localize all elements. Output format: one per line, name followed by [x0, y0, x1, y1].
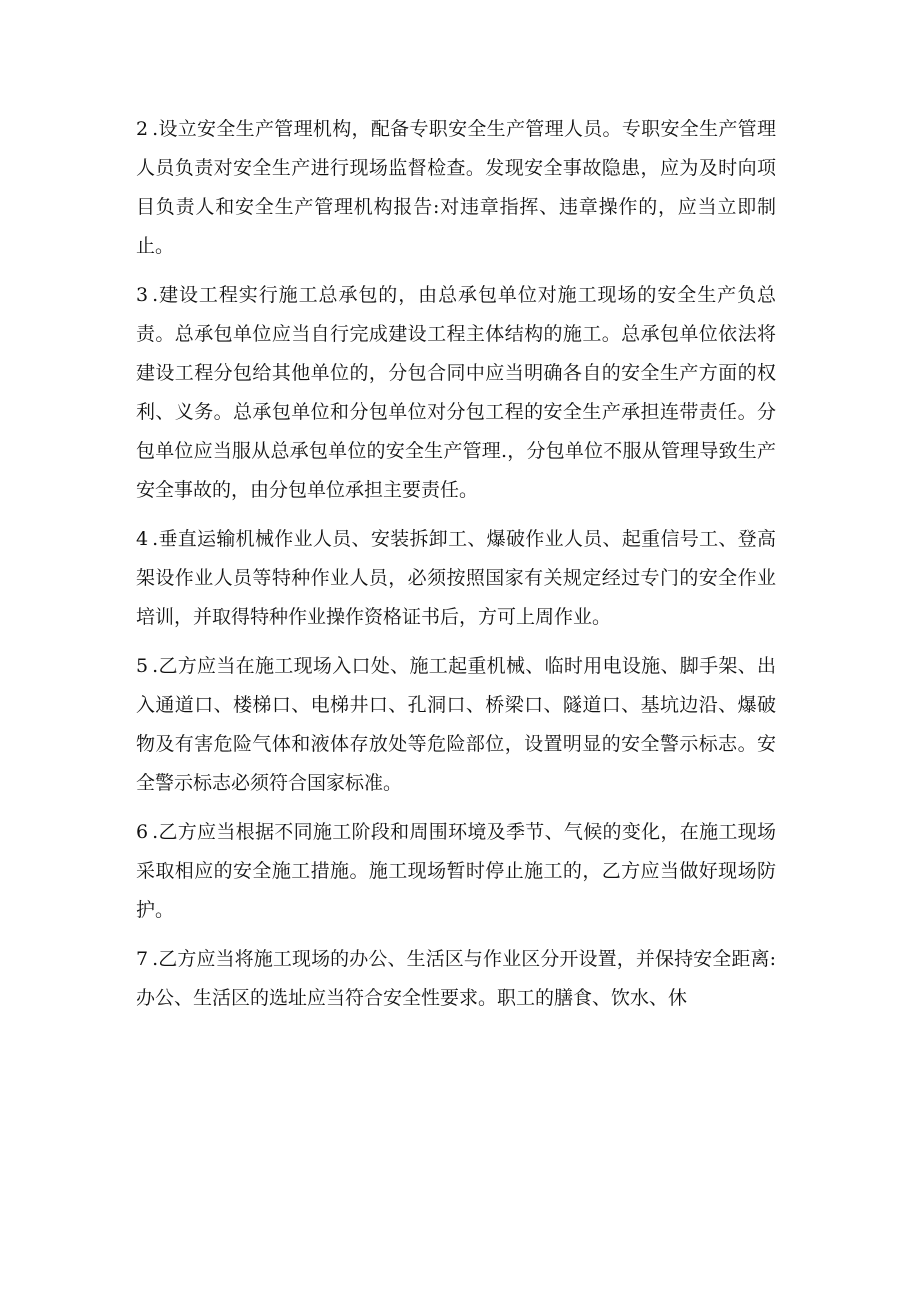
paragraph-number: 6	[136, 821, 149, 843]
paragraph-5	[136, 647, 776, 803]
paragraph-text: .乙方应当在施工现场入口处、施工起重机械、临时用电设施、脚手架、出入通道口、楼梯口、电梯井口、孔洞口、桥梁口、隧道口、基坑边沿、爆破物及有害危险气体和液体存放处等危险部位，设置明显的安全警示标志。安全警示标志必须符合国家标准。	[136, 655, 776, 794]
paragraph-7	[136, 940, 776, 1018]
paragraph-text: .设立安全生产管理机构，配备专职安全生产管理人员。专职安全生产管理人员负责对安全生产进行现场监督检查。发现安全事故隐患，应为及时向项目负责人和安全生产管理机构报告:对违章指挥、违章操作的，应当立即制止。	[136, 118, 776, 257]
document-page	[136, 110, 776, 1028]
paragraph-3	[136, 276, 776, 510]
paragraph-4	[136, 520, 776, 637]
paragraph-text: .乙方应当将施工现场的办公、生活区与作业区分开设置，并保持安全距离:办公、生活区的选址应当符合安全性要求。职工的膳食、饮水、休	[136, 948, 776, 1009]
paragraph-text: .乙方应当根据不同施工阶段和周围环境及季节、气候的变化，在施工现场采取相应的安全施工措施。施工现场暂时停止施工的，乙方应当做好现场防护。	[136, 821, 776, 921]
paragraph-2	[136, 110, 776, 266]
paragraph-6	[136, 813, 776, 930]
paragraph-number: 5	[136, 655, 149, 677]
paragraph-text: .建设工程实行施工总承包的，由总承包单位对施工现场的安全生产负总责。总承包单位应当自行完成建设工程主体结构的施工。总承包单位依法将建设工程分包给其他单位的，分包合同中应当明确各自的安全生产方面的权利、义务。总承包单位和分包单位对分包工程的安全生产承担连带责任。分包单位应当服从总承包单位的安全生产管理.，分包单位不服从管理导致生产安全事故的，由分包单位承担主要责任。	[136, 284, 776, 501]
paragraph-number: 4	[136, 528, 149, 550]
paragraph-number: 7	[136, 948, 149, 970]
paragraph-number: 3	[136, 284, 149, 306]
paragraph-number: 2	[136, 118, 149, 140]
paragraph-text: .垂直运输机械作业人员、安装拆卸工、爆破作业人员、起重信号工、登高架设作业人员等特种作业人员，必须按照国家有关规定经过专门的安全作业培训，并取得特种作业操作资格证书后，方可上周作业。	[136, 528, 776, 628]
